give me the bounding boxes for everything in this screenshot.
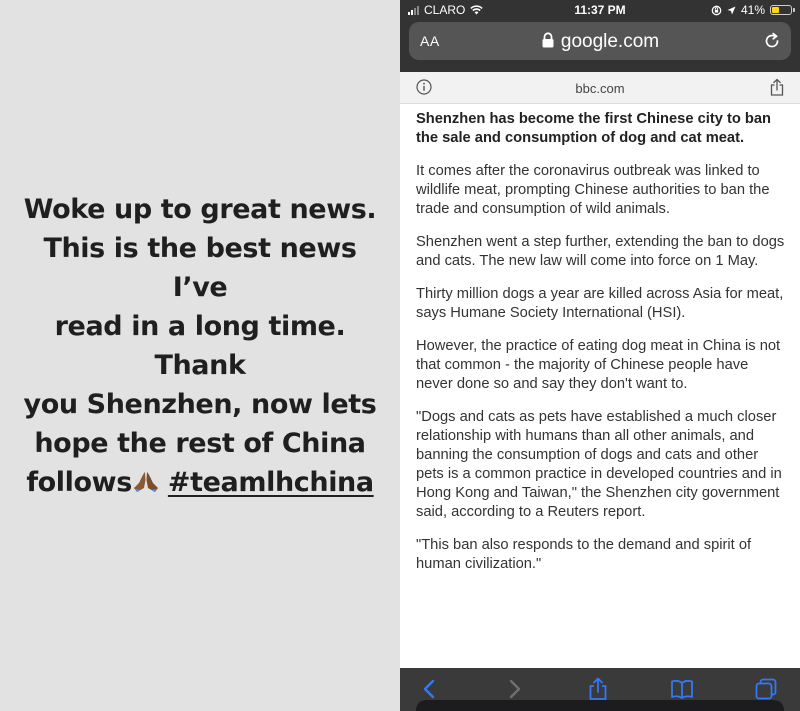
text-size-button[interactable]: AA (420, 33, 440, 49)
carrier-label: CLARO (424, 3, 466, 17)
home-indicator-bar (416, 700, 784, 711)
caption-line: you Shenzhen, now lets (23, 389, 377, 420)
lock-icon (541, 32, 555, 48)
caption-line: Woke up to great news. (23, 194, 377, 225)
article-paragraph: However, the practice of eating dog meat in China is not that common - the majority of Chinese people have never done so and say they don't want to. (416, 338, 781, 392)
reader-domain: bbc.com (575, 81, 625, 96)
status-right (711, 3, 792, 17)
caption-follows: follows (26, 467, 132, 498)
article-headline: Shenzhen has become the first Chinese city to ban the sale and consumption of dog and cat meat. (416, 111, 772, 146)
folded-hands-icon (132, 471, 160, 493)
caption-line: read in a long time. Thank (54, 311, 346, 381)
caption-last-line (14, 463, 386, 502)
reload-icon[interactable] (763, 32, 781, 50)
status-bar (400, 0, 800, 22)
article-paragraph: Thirty million dogs a year are killed across Asia for meat, says Humane Society International (HSI). (416, 286, 784, 321)
article-body (416, 110, 788, 588)
battery-level (772, 7, 779, 13)
share-icon[interactable] (586, 677, 610, 701)
address-text: google.com (560, 31, 660, 52)
caption-line: This is the best news I’ve (43, 233, 357, 303)
story-caption (14, 190, 386, 502)
caption-line: hope the rest of China (34, 428, 366, 459)
battery-percent: 41% (740, 3, 765, 17)
article-paragraph: Shenzhen went a step further, extending the ban to dogs and cats. The new law will come into force on 1 May. (416, 234, 785, 269)
phone-screen (400, 0, 800, 711)
browser-chrome (400, 22, 800, 72)
share-icon[interactable] (770, 78, 784, 96)
reader-header (400, 72, 800, 104)
battery-icon (770, 5, 792, 15)
rotation-lock-icon (711, 5, 722, 16)
location-icon (727, 6, 736, 15)
status-time: 11:37 PM (574, 3, 626, 17)
article-paragraph: It comes after the coronavirus outbreak was linked to wildlife meat, prompting Chinese authorities to ban the trade and consumption of wild animals. (416, 163, 770, 217)
forward-icon[interactable] (502, 677, 526, 701)
address-bar[interactable] (409, 22, 791, 60)
article-paragraph: "Dogs and cats as pets have established a much closer relationship with humans than all other animals, and banning the consumption of dogs and cats and other pets is a common practice in developed countries and in Hong Kong and Taiwan," the Shenzhen city government said, according to a Reuters report. (416, 409, 782, 520)
address-display[interactable] (409, 31, 791, 53)
bookmarks-icon[interactable] (670, 677, 694, 701)
hashtag-link[interactable]: #teamlhchina (167, 467, 374, 498)
back-icon[interactable] (418, 677, 442, 701)
article-paragraph: "This ban also responds to the demand and spirit of human civilization." (416, 537, 752, 572)
tabs-icon[interactable] (754, 677, 778, 701)
